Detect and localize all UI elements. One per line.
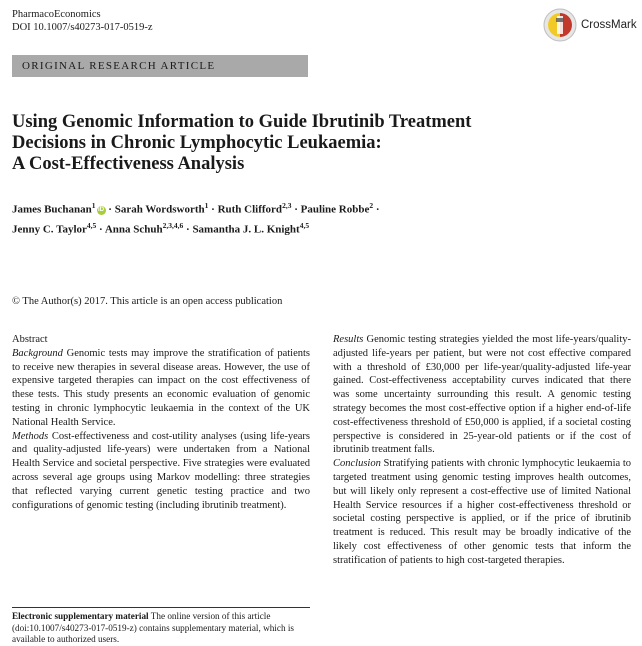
abstract-right-column [333, 333, 631, 568]
author-separator: · [294, 203, 298, 216]
author-separator: · [108, 203, 112, 216]
abstract-methods [12, 430, 310, 513]
crossmark-label: CrossMark [581, 19, 637, 31]
author-separator: · [186, 223, 190, 236]
author-affiliation: 4,5 [299, 220, 310, 230]
journal-header [12, 8, 153, 34]
article-type: ORIGINAL RESEARCH ARTICLE [22, 60, 216, 72]
author-line-1 [12, 198, 632, 218]
author-separator: · [375, 203, 380, 216]
author-affiliation: 1 [204, 201, 209, 210]
orcid-icon[interactable]: iD [98, 206, 105, 213]
author-affiliation: 2 [369, 201, 374, 210]
conclusion-text: Stratifying patients with chronic lymphocytic leukaemia to targeted treatment using genomic testing improves health outcomes, but will likely only represent a cost-effective use of limited National Health Service resources if a higher cost-effectiveness threshold or societal costing perspective is applied, or if the price of ibrutinib treatment is reduced. This result may be broadly indicative of the likely cost effectiveness of other genomic tests that inform the stratification of patients to high cost-targeted therapies. [333, 458, 632, 566]
title-line: A Cost-Effectiveness Analysis [12, 154, 245, 174]
author-name[interactable]: Jenny C. Taylor [12, 223, 87, 236]
abstract-conclusion [333, 457, 631, 567]
journal-name: PharmacoEconomics [12, 9, 101, 20]
author-name[interactable]: Anna Schuh [104, 223, 163, 236]
author-name[interactable]: Sarah Wordsworth [114, 203, 205, 216]
footnote-text-after: ) contains supplementary material, which is available to authorized users. [12, 622, 294, 645]
author-separator: · [99, 223, 103, 236]
crossmark-icon [543, 8, 577, 42]
abstract-background [12, 347, 310, 430]
article-title [12, 112, 572, 175]
author-name[interactable]: Ruth Clifford [217, 203, 283, 216]
crossmark-badge[interactable] [543, 8, 637, 42]
supplementary-doi-link[interactable]: 10.1007/s40273-017-0519-z [29, 622, 134, 633]
conclusion-label: Conclusion [333, 458, 381, 470]
methods-text: Cost-effectiveness and cost-utility analyses (using life-years and quality-adjusted life-years) were undertaken from a National Health Service and societal perspective. Five strategies were evaluated across several age groups using Markov modelling: three strategies that reflected varying current genetic testing practice and two configurations of genomic testing (including ibrutinib treatment). [12, 430, 310, 511]
methods-label: Methods [12, 430, 49, 442]
abstract-heading: Abstract [12, 334, 48, 345]
author-name[interactable]: Samantha J. L. Knight [192, 223, 300, 236]
author-separator: · [211, 203, 215, 216]
author-affiliation: 2,3,4,6 [162, 220, 184, 230]
doi-text: DOI 10.1007/s40273-017-0519-z [12, 22, 153, 33]
background-text: Genomic tests may improve the stratification of patients to receive new therapies in several disease areas. However, the use of expensive targeted therapies can impact on the cost effectiveness of these tests. This study presents an economic evaluation of genomic testing in chronic lymphocytic leukaemia in the context of the UK National Health Service. [12, 347, 311, 428]
title-line: Using Genomic Information to Guide Ibrutinib Treatment [12, 112, 472, 132]
results-label: Results [333, 334, 364, 345]
background-label: Background [12, 347, 63, 359]
results-text: Genomic testing strategies yielded the most life-years/quality-adjusted life-years per patient, but were not cost effective compared with a threshold of £30,000 per life-year/quality-adjusted life-year gained. Cost-effectiveness acceptability curves indicated that there was some uncertainty surrounding this result. A genomic testing strategy becomes the most cost-effective option if a higher end-of-life cost-effectiveness threshold of £50,000 is applied, if a societal costing perspective is considered in 25-year-old patients or if the cost of ibrutinib treatment falls. [333, 334, 632, 456]
footnote-text-before: The online version of this article (doi: [12, 611, 271, 633]
author-line-2 [12, 218, 632, 238]
footnote-label: Electronic supplementary material [12, 611, 149, 621]
copyright-notice: © The Author(s) 2017. This article is an open access publication [12, 296, 283, 307]
author-affiliation: 2,3 [282, 201, 292, 210]
abstract-results [333, 333, 631, 457]
author-name[interactable]: James Buchanan [12, 203, 92, 216]
footnote-divider [12, 607, 310, 608]
author-affiliation: 1 [91, 201, 96, 210]
author-list [12, 198, 632, 237]
author-affiliation: 4,5 [86, 220, 97, 230]
article-type-bar [12, 55, 308, 77]
title-line: Decisions in Chronic Lymphocytic Leukaemia: [12, 133, 382, 153]
supplementary-footnote [12, 611, 310, 646]
abstract-left-column [12, 333, 310, 512]
author-name[interactable]: Pauline Robbe [300, 203, 370, 216]
